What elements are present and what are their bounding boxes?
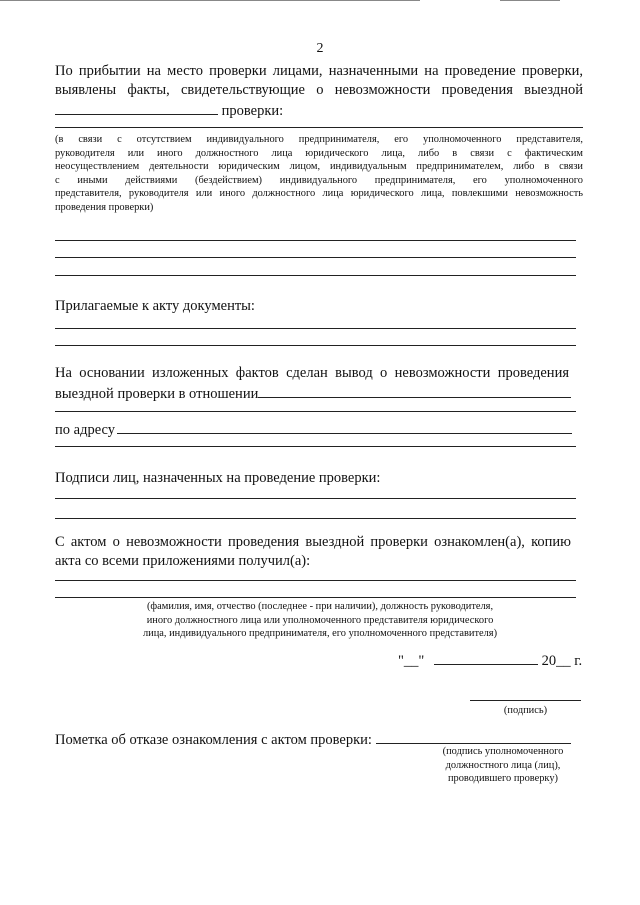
intro-line-3 — [55, 100, 283, 121]
reason-note-line-2: руководителя или иного должностного лица юридического лица, либо в связи с фактическим — [55, 147, 583, 159]
date-day-field[interactable]: __ — [403, 653, 419, 669]
refusal-note-line-2: должностного лица (лиц), — [445, 759, 561, 771]
conclusion-line-1: На основании изложенных фактов сделан вывод о невозможности проведения — [55, 365, 569, 381]
attached-docs-label: Прилагаемые к акту документы: — [55, 298, 255, 314]
attached-docs-line-2[interactable] — [55, 345, 576, 346]
intro-line-1: По прибытии на место проверки лицами, назначенными на проведение проверки, — [55, 63, 583, 79]
scan-edge-line — [500, 0, 560, 1]
acquainted-line-2: акта со всеми приложениями получил(а): — [55, 553, 311, 569]
date-year-suffix: г. — [574, 653, 583, 669]
reason-note-line-4: с иными действиями (бездействием) индивидуального предпринимателя, его уполномоченного — [55, 174, 583, 186]
reason-note-line-5: представителя, руководителя или иного должностного лица юридического лица, повлекшими невозможность — [55, 188, 583, 200]
signature-caption: (подпись) — [503, 705, 548, 716]
inspected-entity-field[interactable] — [258, 383, 571, 398]
signatures-label: Подписи лиц, назначенных на проведение проверки: — [55, 470, 381, 486]
facts-line-1[interactable] — [55, 240, 576, 241]
refusal-field[interactable] — [376, 729, 571, 744]
acquainted-line-field-1[interactable] — [55, 580, 576, 581]
inspection-type-field[interactable] — [55, 100, 218, 115]
address-field[interactable] — [117, 419, 572, 434]
reason-note-line-6: проведения проверки) — [55, 202, 154, 213]
attached-docs-line-1[interactable] — [55, 328, 576, 329]
scan-edge-line — [0, 0, 420, 1]
conclusion-line-2-text: выездной проверки в отношении — [55, 386, 259, 402]
date-quote-close: " — [418, 653, 425, 669]
facts-line-2[interactable] — [55, 257, 576, 258]
address-label: по адресу — [55, 422, 115, 438]
inspected-entity-line-2[interactable] — [55, 411, 576, 412]
facts-line-3[interactable] — [55, 275, 576, 276]
intro-line-3-suffix: проверки: — [221, 103, 284, 119]
conclusion-line-2 — [55, 383, 585, 404]
address-row — [55, 419, 585, 440]
reason-field[interactable] — [55, 127, 583, 128]
date-month-field[interactable] — [434, 650, 538, 665]
intro-line-2: выявлены факты, свидетельствующие о невозможности проведения выездной — [55, 82, 583, 98]
date-row — [398, 650, 582, 671]
refusal-note-line-3: проводившего проверку) — [447, 773, 558, 785]
page-number: 2 — [316, 41, 324, 56]
signatures-line-2[interactable] — [55, 518, 576, 519]
address-line-2[interactable] — [55, 446, 576, 447]
date-year-field[interactable]: __ — [556, 653, 571, 669]
reason-note-line-3: неосуществлением деятельности юридическим лицом, индивидуальным предпринимателем, либо в связи — [55, 161, 583, 173]
acquainted-line-1: С актом о невозможности проведения выездной проверки ознакомлен(а), копию — [55, 534, 571, 550]
refusal-label: Пометка об отказе ознакомления с актом проверки: — [55, 732, 372, 748]
date-year-prefix: 20 — [541, 653, 557, 669]
signature-field[interactable] — [470, 700, 581, 701]
acquainted-note-line-3: лица, индивидуального предпринимателя, его уполномоченного представителя) — [142, 628, 498, 640]
signatures-line-1[interactable] — [55, 498, 576, 499]
refusal-note-line-1: (подпись уполномоченного — [442, 746, 564, 757]
acquainted-line-field-2[interactable] — [55, 597, 576, 598]
reason-note-line-1: (в связи с отсутствием индивидуального предпринимателя, его уполномоченного представителя, — [55, 134, 583, 145]
acquainted-note-line-1: (фамилия, имя, отчество (последнее - при наличии), должность руководителя, — [146, 601, 494, 612]
acquainted-note-line-2: иного должностного лица или уполномоченного представителя юридического — [146, 614, 494, 626]
date-quote-open: " — [398, 653, 404, 669]
